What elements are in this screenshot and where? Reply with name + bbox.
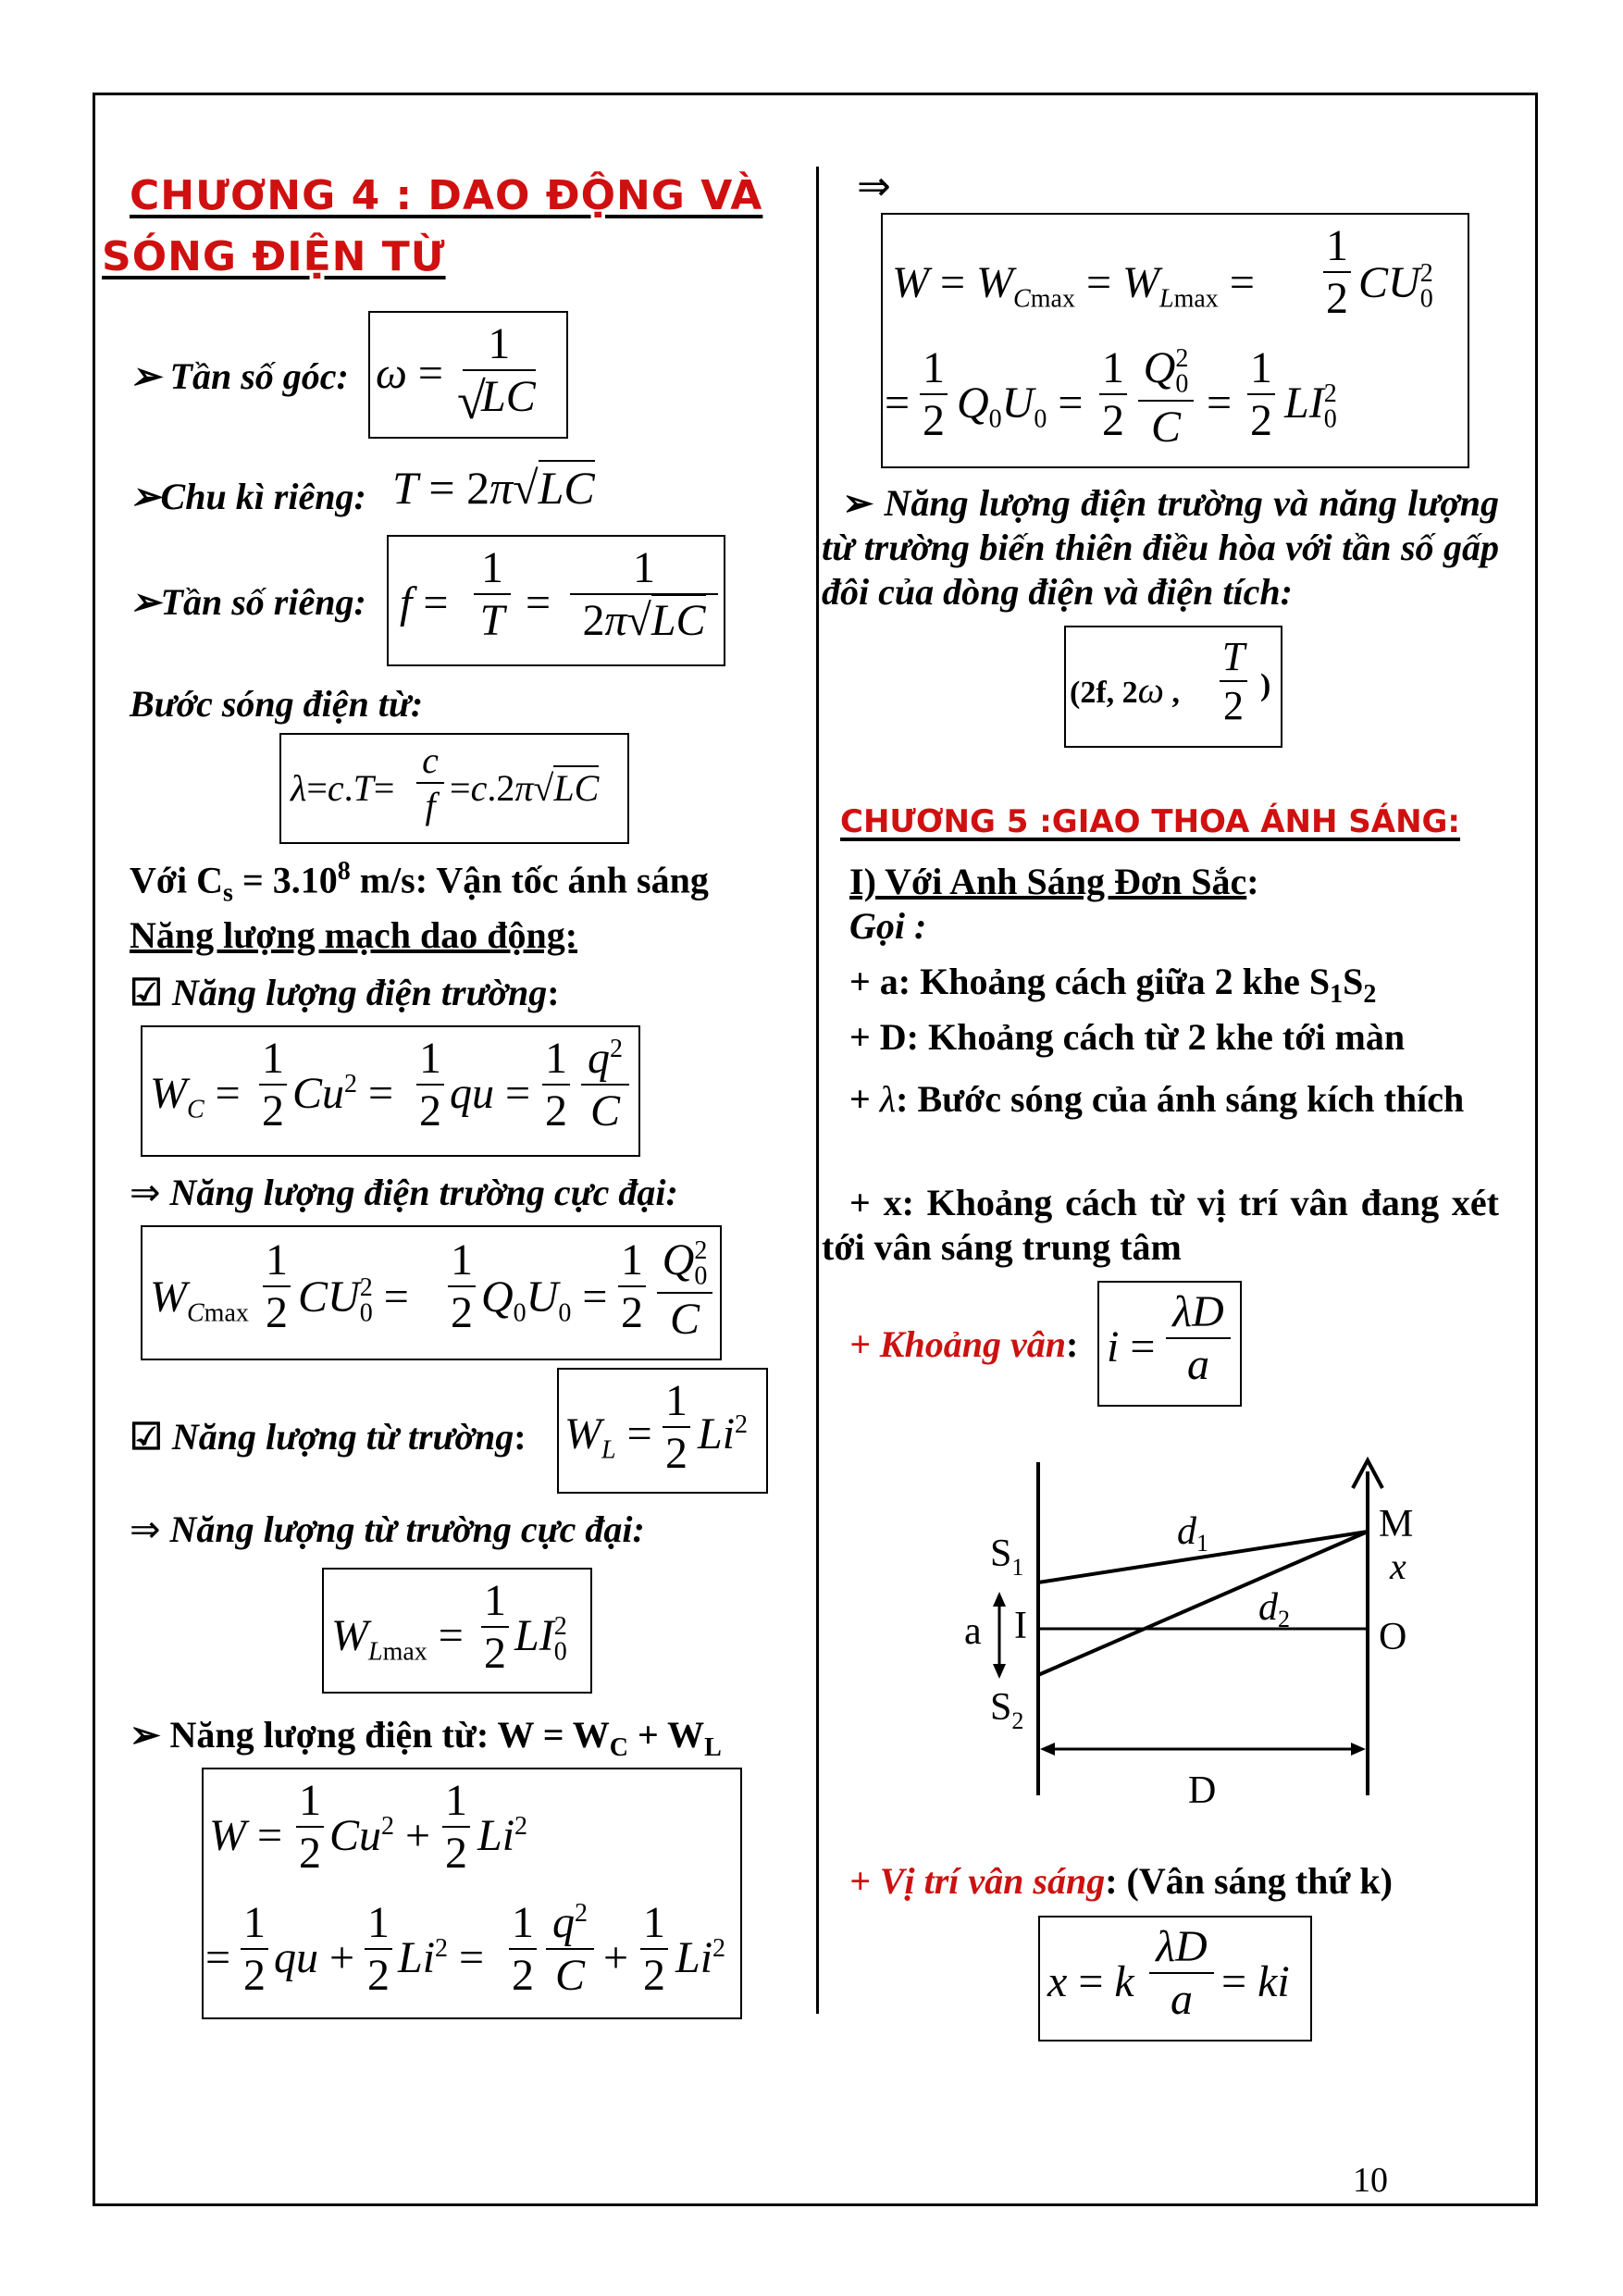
item-D: + D: Khoảng cách từ 2 khe tới màn [849, 1016, 1406, 1058]
checkbox-checked-icon: ☑ [130, 1416, 163, 1458]
label-d1: d1 [1177, 1510, 1208, 1557]
label-O: O [1379, 1616, 1407, 1658]
label-a: a [964, 1610, 982, 1653]
arrowhead-icon: ➢ [130, 476, 161, 517]
double-freq-formula: (2f, 2ω , T 2 ) [1064, 626, 1282, 748]
magnetic-energy-max-formula: $W_{Lmax}$ = 1 2 $LI_0^2$ [322, 1568, 592, 1694]
label-I: I [1014, 1605, 1027, 1647]
total-energy-formula: $W = W_{Cmax} = W_{Lmax}$ = 1 2 $CU_0^2$ = 1 2 $Q_0U_0$ = 1 2 $Q_0^2$ C = 1 2 $LI_0^2$ [881, 213, 1469, 468]
chapter4-title-line1: CHƯƠNG 4 : DAO ĐỘNG VÀ [130, 172, 763, 219]
label-x: x [1390, 1545, 1406, 1587]
fringe-label: + Khoảng vân: [849, 1323, 1079, 1365]
angular-freq-formula: ω = $\frac{1}{LC}$ √ [368, 311, 568, 439]
speed-of-light-note: Với $C_s = 3.10^8$ m/s: Vận tốc ánh sáng [130, 857, 709, 908]
fringe-formula: i = λD a [1097, 1281, 1242, 1407]
up-arrow-icon [993, 1592, 1006, 1607]
wavelength-formula: λ=c.T= c f =c.2π√LC [279, 733, 629, 844]
checkbox-checked-icon: ☑ [130, 972, 163, 1013]
item-a: + a: Khoảng cách giữa 2 khe $S_1S_2$ [849, 961, 1377, 1009]
chapter5-title: CHƯƠNG 5 :GIAO THOA ÁNH SÁNG: [840, 803, 1461, 840]
arrowhead-icon: ➢ [130, 581, 161, 623]
implies-arrow-icon: ⇒ [857, 164, 891, 209]
label-S1: $S_1$ [990, 1533, 1024, 1581]
page-number: 10 [1353, 2161, 1388, 2200]
interference-diagram [962, 1444, 1443, 1832]
implies-arrow-icon: ⇒ [130, 1508, 161, 1550]
arrowhead-icon: ➢ [130, 1714, 170, 1756]
chapter4-title-line2: SÓNG ĐIỆN TỪ [102, 233, 446, 280]
freq-label: ➢Tần số riêng: [130, 581, 366, 623]
magnetic-energy-formula: $W_L$ = 1 2 Li$^2$ [557, 1368, 768, 1494]
em-energy-formula: W = 1 2 Cu$^2$ + 1 2 $Li^2$ = 1 2 qu + 1 2 Li$^2$ = 1 2 $q^2$ C + 1 2 Li$^2$ [202, 1768, 742, 2019]
label-S2: $S_2$ [990, 1686, 1024, 1734]
angular-freq-label: ➢ Tần số góc: [130, 355, 349, 397]
item-x: + x: Khoảng cách từ vị trí vân đang xét tới vân sáng trung tâm [822, 1182, 1499, 1268]
em-energy-label: ➢ Năng lượng điện từ: $W = W_C + W_L$ [130, 1714, 722, 1762]
left-arrow-icon [1040, 1743, 1055, 1756]
right-arrow-icon [1351, 1743, 1366, 1756]
magnetic-energy-label: ☑ Năng lượng từ trường: [130, 1416, 527, 1458]
label-D: D [1188, 1769, 1217, 1812]
electric-energy-label: ☑ Năng lượng điện trường: [130, 972, 560, 1013]
bright-fringe-label: + Vị trí vân sáng: (Vân sáng thứ k) [849, 1860, 1393, 1902]
label-M: M [1379, 1503, 1414, 1545]
section1-heading: I) Với Anh Sáng Đơn Sắc: [849, 861, 1259, 902]
electric-energy-formula: $W_C$ = 1 2 Cu$^2$ = 1 2 qu = 1 2 $q^2$ C [141, 1025, 640, 1157]
oscillation-note: ➢ Năng lượng điện trường và năng lượng từ trường biến thiên điều hòa với tần số gấp đôi của dòng điện và điện tích: [822, 482, 1499, 613]
implies-arrow-icon: ⇒ [130, 1172, 161, 1213]
freq-formula: f = 1 T = 1 2π√LC [387, 535, 725, 666]
item-lambda: + λ: Bước sóng của ánh sáng kích thích [849, 1078, 1465, 1120]
period-label: ➢Chu kì riêng: [130, 476, 366, 517]
down-arrow-icon [993, 1664, 1006, 1679]
electric-energy-max-label: ⇒ Năng lượng điện trường cực đại: [130, 1172, 678, 1213]
bright-fringe-formula: x = k λD a = ki [1038, 1916, 1312, 2042]
period-formula: T = 2π√LC [392, 462, 595, 514]
column-divider [816, 167, 819, 2014]
magnetic-energy-max-label: ⇒ Năng lượng từ trường cực đại: [130, 1508, 645, 1550]
label-d2: d2 [1258, 1586, 1290, 1632]
arrowhead-icon: ➢ [822, 482, 885, 524]
wavelength-label: Bước sóng điện từ: [130, 683, 424, 725]
arrowhead-icon: ➢ [130, 355, 170, 397]
circuit-energy-heading: Năng lượng mạch dao động: [130, 914, 578, 956]
electric-energy-max-formula: $W_{Cmax}$ 1 2 $CU_0^2$ = 1 2 $Q_0U_0$ = 1 2 $Q_0^2$ C [141, 1225, 722, 1360]
call-label: Gọi : [849, 905, 927, 947]
